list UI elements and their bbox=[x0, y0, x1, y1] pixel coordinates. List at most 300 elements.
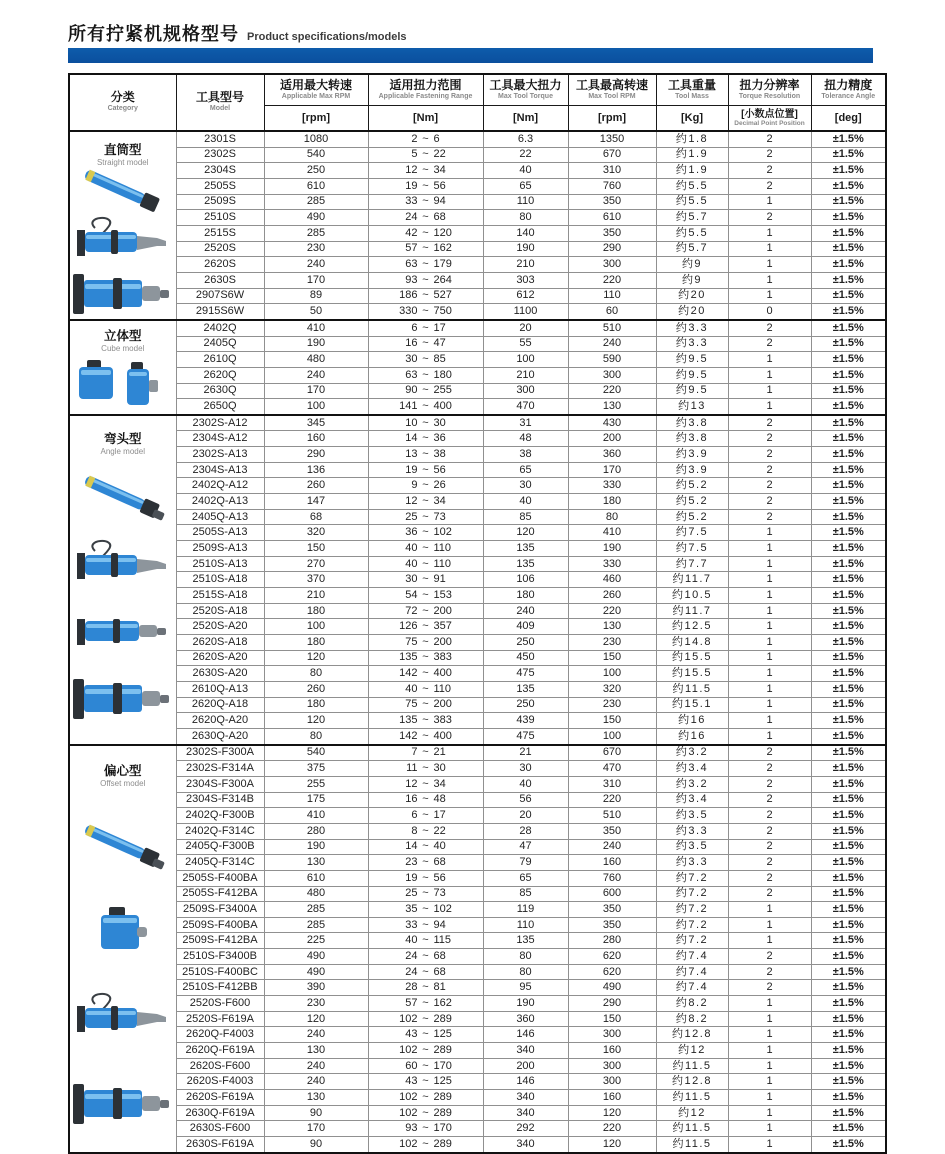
tool-rpm-cell: 330 bbox=[568, 478, 656, 494]
tool-mass-cell: 约9 bbox=[656, 257, 728, 273]
max-rpm-cell: 285 bbox=[264, 225, 368, 241]
torque-range-cell: 7 ~ 21 bbox=[368, 745, 483, 761]
tool-mass-cell: 约7.4 bbox=[656, 980, 728, 996]
resolution-cell: 1 bbox=[728, 933, 811, 949]
max-rpm-cell: 180 bbox=[264, 635, 368, 651]
tolerance-cell: ±1.5% bbox=[811, 399, 886, 415]
max-torque-cell: 135 bbox=[483, 541, 568, 557]
torque-range-cell: 24 ~ 68 bbox=[368, 964, 483, 980]
table-row bbox=[69, 1074, 886, 1090]
model-cell: 2302S-A12 bbox=[176, 415, 264, 431]
resolution-cell: 1 bbox=[728, 635, 811, 651]
model-cell: 2620S-F619A bbox=[176, 1090, 264, 1106]
table-row bbox=[69, 776, 886, 792]
tolerance-cell: ±1.5% bbox=[811, 241, 886, 257]
tolerance-cell: ±1.5% bbox=[811, 870, 886, 886]
tool-mass-cell: 约11.5 bbox=[656, 681, 728, 697]
tool-mass-cell: 约8.2 bbox=[656, 1011, 728, 1027]
offset-tool-slim-photo bbox=[77, 823, 169, 869]
resolution-cell: 1 bbox=[728, 272, 811, 288]
model-cell: 2510S-A18 bbox=[176, 572, 264, 588]
tool-mass-cell: 约7.2 bbox=[656, 870, 728, 886]
max-torque-cell: 475 bbox=[483, 666, 568, 682]
model-cell: 2510S-F400BC bbox=[176, 964, 264, 980]
model-cell: 2620S-A18 bbox=[176, 635, 264, 651]
angle-tool-flange-photo bbox=[71, 671, 175, 727]
tool-rpm-cell: 280 bbox=[568, 933, 656, 949]
table-row bbox=[69, 588, 886, 604]
torque-range-cell: 102 ~ 289 bbox=[368, 1090, 483, 1106]
max-torque-cell: 409 bbox=[483, 619, 568, 635]
torque-range-cell: 5 ~ 22 bbox=[368, 147, 483, 163]
resolution-cell: 2 bbox=[728, 431, 811, 447]
resolution-cell: 1 bbox=[728, 996, 811, 1012]
model-cell: 2630Q-A20 bbox=[176, 728, 264, 744]
table-row bbox=[69, 478, 886, 494]
resolution-cell: 2 bbox=[728, 447, 811, 463]
tool-mass-cell: 约11.7 bbox=[656, 572, 728, 588]
tolerance-cell: ±1.5% bbox=[811, 839, 886, 855]
max-torque-cell: 135 bbox=[483, 681, 568, 697]
model-cell: 2302S-F314A bbox=[176, 761, 264, 777]
max-rpm-cell: 285 bbox=[264, 902, 368, 918]
tolerance-cell: ±1.5% bbox=[811, 886, 886, 902]
resolution-cell: 1 bbox=[728, 650, 811, 666]
tool-mass-cell: 约7.5 bbox=[656, 525, 728, 541]
tool-rpm-cell: 760 bbox=[568, 870, 656, 886]
max-torque-cell: 110 bbox=[483, 194, 568, 210]
tool-rpm-cell: 670 bbox=[568, 147, 656, 163]
torque-range-cell: 126 ~ 357 bbox=[368, 619, 483, 635]
resolution-cell: 1 bbox=[728, 399, 811, 415]
tool-rpm-cell: 240 bbox=[568, 336, 656, 352]
model-cell: 2510S bbox=[176, 210, 264, 226]
tolerance-cell: ±1.5% bbox=[811, 556, 886, 572]
max-rpm-cell: 150 bbox=[264, 541, 368, 557]
tool-mass-cell: 约3.4 bbox=[656, 792, 728, 808]
tool-mass-cell: 约5.2 bbox=[656, 494, 728, 510]
max-rpm-cell: 255 bbox=[264, 776, 368, 792]
max-torque-cell: 190 bbox=[483, 241, 568, 257]
resolution-cell: 1 bbox=[728, 367, 811, 383]
tool-mass-cell: 约7.4 bbox=[656, 949, 728, 965]
resolution-cell: 1 bbox=[728, 666, 811, 682]
resolution-cell: 2 bbox=[728, 494, 811, 510]
tolerance-cell: ±1.5% bbox=[811, 792, 886, 808]
table-row bbox=[69, 713, 886, 729]
resolution-cell: 1 bbox=[728, 917, 811, 933]
max-torque-cell: 31 bbox=[483, 415, 568, 431]
max-rpm-cell: 480 bbox=[264, 886, 368, 902]
max-rpm-cell: 130 bbox=[264, 855, 368, 871]
tool-mass-cell: 约9 bbox=[656, 272, 728, 288]
tool-rpm-cell: 1350 bbox=[568, 131, 656, 147]
tool-rpm-cell: 160 bbox=[568, 1090, 656, 1106]
model-cell: 2509S-A13 bbox=[176, 541, 264, 557]
tolerance-cell: ±1.5% bbox=[811, 588, 886, 604]
category-label: 直筒型 Straight model bbox=[96, 143, 149, 168]
max-torque-cell: 200 bbox=[483, 1058, 568, 1074]
tool-rpm-cell: 610 bbox=[568, 210, 656, 226]
tool-mass-cell: 约20 bbox=[656, 304, 728, 320]
tolerance-cell: ±1.5% bbox=[811, 666, 886, 682]
max-rpm-cell: 160 bbox=[264, 431, 368, 447]
tolerance-cell: ±1.5% bbox=[811, 635, 886, 651]
offset-tool-block-photo bbox=[93, 903, 153, 955]
tolerance-cell: ±1.5% bbox=[811, 431, 886, 447]
torque-range-cell: 16 ~ 47 bbox=[368, 336, 483, 352]
model-cell: 2402Q-F300B bbox=[176, 808, 264, 824]
torque-range-cell: 16 ~ 48 bbox=[368, 792, 483, 808]
torque-range-cell: 25 ~ 73 bbox=[368, 509, 483, 525]
max_torque-unit: [Nm] bbox=[483, 106, 568, 132]
model-cell: 2610Q bbox=[176, 352, 264, 368]
resolution-cell: 1 bbox=[728, 1137, 811, 1153]
table-row bbox=[69, 619, 886, 635]
model-cell: 2520S-A20 bbox=[176, 619, 264, 635]
torque-range-cell: 60 ~ 170 bbox=[368, 1058, 483, 1074]
table-row bbox=[69, 572, 886, 588]
table-row bbox=[69, 980, 886, 996]
resolution-cell: 1 bbox=[728, 1027, 811, 1043]
mass-header: 工具重量 Tool Mass bbox=[656, 74, 728, 106]
resolution-cell: 2 bbox=[728, 178, 811, 194]
table-row bbox=[69, 462, 886, 478]
tool-rpm-cell: 350 bbox=[568, 902, 656, 918]
max-rpm-cell: 68 bbox=[264, 509, 368, 525]
tool-rpm-cell: 430 bbox=[568, 415, 656, 431]
table-row bbox=[69, 383, 886, 399]
tool-rpm-cell: 670 bbox=[568, 745, 656, 761]
model-cell: 2510S-A13 bbox=[176, 556, 264, 572]
max-torque-cell: 38 bbox=[483, 447, 568, 463]
tool-rpm-cell: 150 bbox=[568, 1011, 656, 1027]
tolerance-cell: ±1.5% bbox=[811, 1027, 886, 1043]
table-row bbox=[69, 1090, 886, 1106]
torque-range-cell: 54 ~ 153 bbox=[368, 588, 483, 604]
max-torque-cell: 28 bbox=[483, 823, 568, 839]
tolerance-cell: ±1.5% bbox=[811, 163, 886, 179]
max-rpm-cell: 320 bbox=[264, 525, 368, 541]
torque-range-cell: 43 ~ 125 bbox=[368, 1074, 483, 1090]
tool-rpm-cell: 170 bbox=[568, 462, 656, 478]
max-rpm-cell: 100 bbox=[264, 619, 368, 635]
angle-tool-medium-photo bbox=[73, 607, 173, 653]
max-rpm-cell: 120 bbox=[264, 713, 368, 729]
model-cell: 2620Q-A20 bbox=[176, 713, 264, 729]
torque-range-cell: 40 ~ 110 bbox=[368, 556, 483, 572]
max-rpm-cell: 190 bbox=[264, 336, 368, 352]
table-row bbox=[69, 431, 886, 447]
tool-rpm-cell: 130 bbox=[568, 619, 656, 635]
model-cell: 2630Q-F619A bbox=[176, 1105, 264, 1121]
table-row bbox=[69, 178, 886, 194]
table-row bbox=[69, 415, 886, 431]
model-cell: 2620Q-A18 bbox=[176, 697, 264, 713]
max-rpm-cell: 290 bbox=[264, 447, 368, 463]
torque-range-cell: 6 ~ 17 bbox=[368, 320, 483, 336]
max-torque-cell: 22 bbox=[483, 147, 568, 163]
max-torque-cell: 146 bbox=[483, 1027, 568, 1043]
tolerance-unit: [deg] bbox=[811, 106, 886, 132]
max-torque-cell: 146 bbox=[483, 1074, 568, 1090]
tolerance-cell: ±1.5% bbox=[811, 619, 886, 635]
torque-range-cell: 19 ~ 56 bbox=[368, 178, 483, 194]
category-label: 偏心型 Offset model bbox=[100, 764, 146, 789]
cube-tool-pair-photo bbox=[75, 354, 171, 410]
max-torque-cell: 30 bbox=[483, 478, 568, 494]
resolution-cell: 2 bbox=[728, 415, 811, 431]
torque-range-cell: 24 ~ 68 bbox=[368, 210, 483, 226]
model-cell: 2515S bbox=[176, 225, 264, 241]
max-torque-cell: 56 bbox=[483, 792, 568, 808]
tool-mass-cell: 约3.3 bbox=[656, 320, 728, 336]
torque-range-cell: 90 ~ 255 bbox=[368, 383, 483, 399]
max-torque-cell: 612 bbox=[483, 288, 568, 304]
tool-mass-cell: 约12.5 bbox=[656, 619, 728, 635]
max-rpm-cell: 90 bbox=[264, 1105, 368, 1121]
table-row bbox=[69, 1011, 886, 1027]
resolution-cell: 1 bbox=[728, 713, 811, 729]
model-cell: 2509S-F3400A bbox=[176, 902, 264, 918]
tool-rpm-cell: 300 bbox=[568, 367, 656, 383]
max-torque-cell: 340 bbox=[483, 1043, 568, 1059]
max-torque-cell: 20 bbox=[483, 808, 568, 824]
tool-mass-cell: 约3.2 bbox=[656, 776, 728, 792]
max-rpm-cell: 490 bbox=[264, 964, 368, 980]
tool-mass-cell: 约12 bbox=[656, 1043, 728, 1059]
torque-range-cell: 63 ~ 179 bbox=[368, 257, 483, 273]
tool-mass-cell: 约3.9 bbox=[656, 447, 728, 463]
torque-range-cell: 142 ~ 400 bbox=[368, 728, 483, 744]
torque-range-cell: 23 ~ 68 bbox=[368, 855, 483, 871]
table-row bbox=[69, 839, 886, 855]
table-row bbox=[69, 1121, 886, 1137]
tolerance-cell: ±1.5% bbox=[811, 225, 886, 241]
max-rpm-cell: 210 bbox=[264, 588, 368, 604]
model-cell: 2620Q-F619A bbox=[176, 1043, 264, 1059]
torque-range-cell: 12 ~ 34 bbox=[368, 776, 483, 792]
max-torque-cell: 48 bbox=[483, 431, 568, 447]
tolerance-cell: ±1.5% bbox=[811, 178, 886, 194]
torque-range-cell: 330 ~ 750 bbox=[368, 304, 483, 320]
resolution-cell: 1 bbox=[728, 194, 811, 210]
tool-mass-cell: 约10.5 bbox=[656, 588, 728, 604]
accent-band bbox=[68, 48, 873, 63]
category-label: 弯头型 Angle model bbox=[100, 431, 145, 456]
torque-range-cell: 8 ~ 22 bbox=[368, 823, 483, 839]
category-cell bbox=[69, 131, 176, 320]
torque-range-cell: 40 ~ 110 bbox=[368, 541, 483, 557]
resolution-cell: 1 bbox=[728, 681, 811, 697]
tool-rpm-cell: 350 bbox=[568, 917, 656, 933]
torque-range-cell: 19 ~ 56 bbox=[368, 870, 483, 886]
max-torque-cell: 439 bbox=[483, 713, 568, 729]
tolerance-cell: ±1.5% bbox=[811, 572, 886, 588]
tool-rpm-cell: 510 bbox=[568, 808, 656, 824]
torque-range-cell: 186 ~ 527 bbox=[368, 288, 483, 304]
table-row bbox=[69, 336, 886, 352]
max-torque-cell: 21 bbox=[483, 745, 568, 761]
page-title bbox=[68, 20, 407, 46]
tool-rpm-cell: 80 bbox=[568, 509, 656, 525]
table-row bbox=[69, 870, 886, 886]
model-cell: 2301S bbox=[176, 131, 264, 147]
table-row bbox=[69, 304, 886, 320]
tool-mass-cell: 约15.5 bbox=[656, 650, 728, 666]
model-cell: 2402Q-A12 bbox=[176, 478, 264, 494]
tool-mass-cell: 约13 bbox=[656, 399, 728, 415]
tool-mass-cell: 约5.7 bbox=[656, 210, 728, 226]
model-cell: 2630S-F619A bbox=[176, 1137, 264, 1153]
model-cell: 2405Q-F300B bbox=[176, 839, 264, 855]
tool-rpm-cell: 600 bbox=[568, 886, 656, 902]
tolerance-cell: ±1.5% bbox=[811, 603, 886, 619]
model-cell: 2630S bbox=[176, 272, 264, 288]
max-rpm-cell: 1080 bbox=[264, 131, 368, 147]
offset-tool-cable-photo bbox=[73, 990, 173, 1042]
tool-mass-cell: 约7.5 bbox=[656, 541, 728, 557]
straight-tool-cable-photo bbox=[73, 214, 173, 266]
max-torque-cell: 135 bbox=[483, 933, 568, 949]
max-rpm-cell: 175 bbox=[264, 792, 368, 808]
max-rpm-cell: 170 bbox=[264, 383, 368, 399]
table-row bbox=[69, 1027, 886, 1043]
torque-range-cell: 36 ~ 102 bbox=[368, 525, 483, 541]
tolerance-cell: ±1.5% bbox=[811, 1105, 886, 1121]
max-rpm-cell: 285 bbox=[264, 917, 368, 933]
tolerance-cell: ±1.5% bbox=[811, 131, 886, 147]
tolerance-cell: ±1.5% bbox=[811, 823, 886, 839]
resolution-cell: 1 bbox=[728, 728, 811, 744]
table-row bbox=[69, 352, 886, 368]
max-rpm-cell: 610 bbox=[264, 178, 368, 194]
table-row bbox=[69, 210, 886, 226]
max-rpm-cell: 370 bbox=[264, 572, 368, 588]
table-row bbox=[69, 697, 886, 713]
tool-mass-cell: 约3.2 bbox=[656, 745, 728, 761]
tool-rpm-cell: 300 bbox=[568, 1074, 656, 1090]
max-rpm-cell: 170 bbox=[264, 1121, 368, 1137]
tool-rpm-cell: 360 bbox=[568, 447, 656, 463]
resolution-cell: 1 bbox=[728, 1121, 811, 1137]
tool-rpm-cell: 150 bbox=[568, 650, 656, 666]
tool-rpm-cell: 120 bbox=[568, 1137, 656, 1153]
torque-range-cell: 33 ~ 94 bbox=[368, 917, 483, 933]
torque-range-cell: 102 ~ 289 bbox=[368, 1043, 483, 1059]
max-torque-cell: 40 bbox=[483, 494, 568, 510]
tool-rpm-cell: 100 bbox=[568, 666, 656, 682]
tool-mass-cell: 约12.8 bbox=[656, 1074, 728, 1090]
tolerance-cell: ±1.5% bbox=[811, 478, 886, 494]
table-row bbox=[69, 728, 886, 744]
table-row bbox=[69, 241, 886, 257]
max-torque-cell: 190 bbox=[483, 996, 568, 1012]
torque-range-cell: 57 ~ 162 bbox=[368, 241, 483, 257]
tolerance-cell: ±1.5% bbox=[811, 352, 886, 368]
torque-range-cell: 40 ~ 110 bbox=[368, 681, 483, 697]
resolution-cell: 2 bbox=[728, 509, 811, 525]
resolution-cell: 2 bbox=[728, 886, 811, 902]
max-rpm-cell: 260 bbox=[264, 681, 368, 697]
resolution-cell: 1 bbox=[728, 902, 811, 918]
tool-rpm-cell: 220 bbox=[568, 603, 656, 619]
tool-rpm-cell: 350 bbox=[568, 823, 656, 839]
resolution-cell: 1 bbox=[728, 1011, 811, 1027]
torque-range-cell: 25 ~ 73 bbox=[368, 886, 483, 902]
resolution-cell: 2 bbox=[728, 808, 811, 824]
tolerance-cell: ±1.5% bbox=[811, 933, 886, 949]
max-torque-cell: 340 bbox=[483, 1105, 568, 1121]
tolerance-cell: ±1.5% bbox=[811, 1137, 886, 1153]
tool-mass-cell: 约7.4 bbox=[656, 964, 728, 980]
max_rpm-header: 适用最大转速 Applicable Max RPM bbox=[264, 74, 368, 106]
resolution-cell: 0 bbox=[728, 304, 811, 320]
table-row bbox=[69, 147, 886, 163]
max-torque-cell: 85 bbox=[483, 509, 568, 525]
max-rpm-cell: 480 bbox=[264, 352, 368, 368]
tolerance-cell: ±1.5% bbox=[811, 902, 886, 918]
max-rpm-cell: 250 bbox=[264, 163, 368, 179]
max-torque-cell: 250 bbox=[483, 635, 568, 651]
tolerance-cell: ±1.5% bbox=[811, 650, 886, 666]
tool-rpm-cell: 300 bbox=[568, 257, 656, 273]
torque-range-cell: 9 ~ 26 bbox=[368, 478, 483, 494]
table-row bbox=[69, 1058, 886, 1074]
max-rpm-cell: 390 bbox=[264, 980, 368, 996]
table-row bbox=[69, 257, 886, 273]
tool-rpm-cell: 220 bbox=[568, 383, 656, 399]
max-torque-cell: 80 bbox=[483, 949, 568, 965]
max-rpm-cell: 80 bbox=[264, 728, 368, 744]
tool-rpm-cell: 290 bbox=[568, 996, 656, 1012]
model-cell: 2510S-F412BB bbox=[176, 980, 264, 996]
resolution-cell: 2 bbox=[728, 776, 811, 792]
tool-rpm-cell: 110 bbox=[568, 288, 656, 304]
max-rpm-cell: 285 bbox=[264, 194, 368, 210]
resolution-cell: 2 bbox=[728, 131, 811, 147]
tool-mass-cell: 约7.2 bbox=[656, 933, 728, 949]
max-rpm-cell: 136 bbox=[264, 462, 368, 478]
tool-mass-cell: 约3.9 bbox=[656, 462, 728, 478]
torque-range-cell: 72 ~ 200 bbox=[368, 603, 483, 619]
torque-range-cell: 93 ~ 264 bbox=[368, 272, 483, 288]
model-cell: 2630S-A20 bbox=[176, 666, 264, 682]
tool-rpm-cell: 180 bbox=[568, 494, 656, 510]
torque-range-cell: 42 ~ 120 bbox=[368, 225, 483, 241]
resolution-cell: 2 bbox=[728, 462, 811, 478]
torque-range-cell: 30 ~ 85 bbox=[368, 352, 483, 368]
max-torque-cell: 47 bbox=[483, 839, 568, 855]
tool-rpm-cell: 620 bbox=[568, 949, 656, 965]
max-torque-cell: 250 bbox=[483, 697, 568, 713]
torque-range-cell: 35 ~ 102 bbox=[368, 902, 483, 918]
tool-rpm-cell: 60 bbox=[568, 304, 656, 320]
tool-mass-cell: 约5.5 bbox=[656, 194, 728, 210]
torque-range-cell: 28 ~ 81 bbox=[368, 980, 483, 996]
torque-range-cell: 102 ~ 289 bbox=[368, 1011, 483, 1027]
tool-mass-cell: 约7.7 bbox=[656, 556, 728, 572]
torque-range-cell: 24 ~ 68 bbox=[368, 949, 483, 965]
tolerance-cell: ±1.5% bbox=[811, 288, 886, 304]
model-cell: 2510S-F3400B bbox=[176, 949, 264, 965]
tolerance-cell: ±1.5% bbox=[811, 462, 886, 478]
max-rpm-cell: 230 bbox=[264, 241, 368, 257]
tolerance-cell: ±1.5% bbox=[811, 713, 886, 729]
tool-mass-cell: 约3.4 bbox=[656, 761, 728, 777]
tool-mass-cell: 约15.5 bbox=[656, 666, 728, 682]
table-row bbox=[69, 886, 886, 902]
